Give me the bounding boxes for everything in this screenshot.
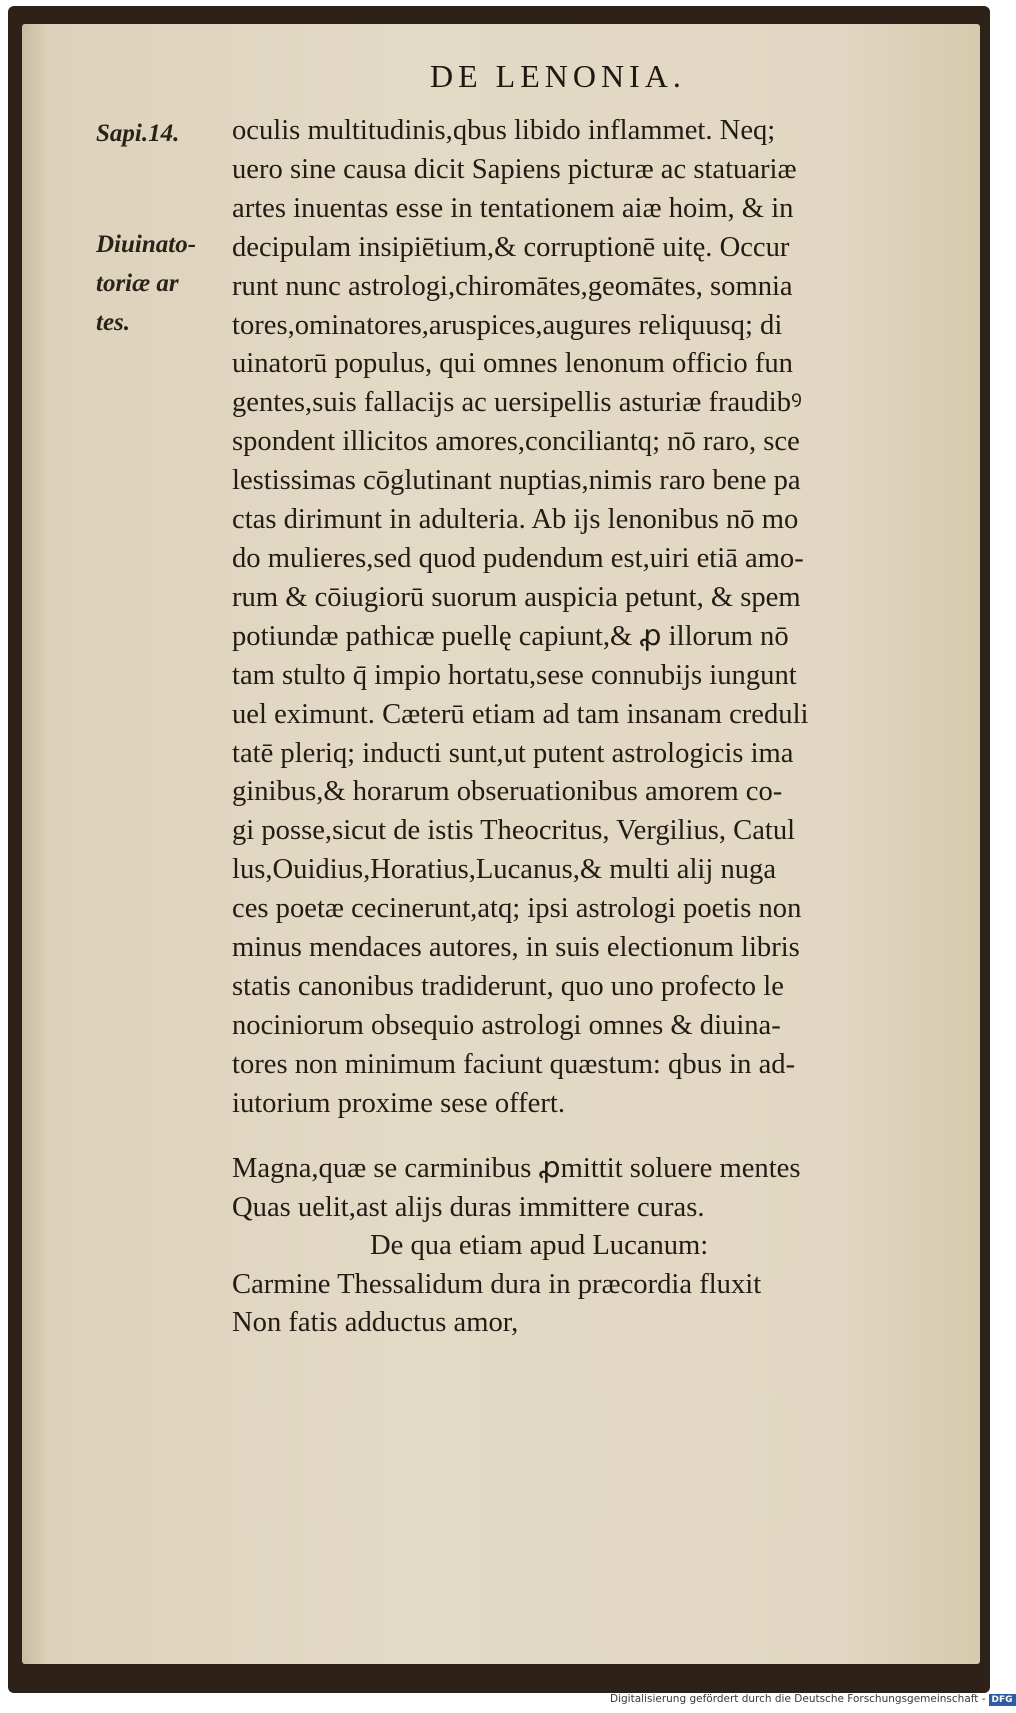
margin-note-sapientia (96, 114, 226, 153)
margin-note-line: Diuinato- (96, 231, 197, 258)
text-line: oculis multitudinis,qbus libido inflammet. Neq; (232, 115, 776, 146)
verse-quotation (232, 1150, 801, 1343)
verse-line: Carmine Thessalidum dura in præcordia fluxit (232, 1268, 762, 1300)
text-line: ces poetæ cecinerunt,atq; ipsi astrologi poetis non (232, 893, 802, 925)
text-line: tam stulto q̄ impio hortatu,sese connubijs iungunt (232, 659, 797, 691)
text-line: potiundæ pathicæ puellę capiunt,& ꝓ illorum nō (232, 620, 789, 652)
text-line: lus,Ouidius,Horatius,Lucanus,& multi alij nuga (232, 854, 777, 886)
verse-line: Quas uelit,ast alijs duras immittere curas. (232, 1191, 705, 1223)
text-line: tores,ominatores,aruspices,augures reliquusq; di (232, 309, 783, 341)
text-line: gentes,suis fallacijs ac uersipellis asturiæ fraudibꝰ (232, 387, 802, 419)
text-line: rum & cōiugiorū suorum auspicia petunt, & spem (232, 581, 801, 613)
margin-note-line: toriæ ar (96, 270, 179, 297)
body-text (232, 112, 962, 1124)
text-line: artes inuentas esse in tentationem aiæ hoim, & in (232, 192, 794, 224)
margin-note-line: tes. (96, 309, 131, 336)
text-line: ginibus,& horarum obseruationibus amorem co- (232, 776, 783, 808)
running-head: DE LENONIA. (430, 58, 686, 94)
dfg-logo: DFG (989, 1694, 1016, 1706)
text-line: uinatorū populus, qui omnes lenonum officio fun (232, 348, 793, 380)
text-line: decipulam insipiētium,& corruptionē uitę. Occur (232, 231, 790, 263)
text-line: nociniorum obsequio astrologi omnes & diuina- (232, 1009, 781, 1041)
text-line: do mulieres,sed quod pudendum est,uiri etiā amo- (232, 542, 804, 574)
margin-note-divinatoriae (96, 225, 226, 342)
text-line: iutorium proxime sese offert. (232, 1087, 565, 1119)
text-line: statis canonibus tradiderunt, quo uno profecto le (232, 970, 784, 1002)
text-line: tores non minimum faciunt quæstum: qbus in ad- (232, 1048, 796, 1080)
text-line: ctas dirimunt in adulteria. Ab ijs lenonibus nō mo (232, 504, 799, 536)
text-line: spondent illicitos amores,conciliantq; nō raro, sce (232, 426, 800, 458)
text-line: lestissimas cōglutinant nuptias,nimis raro bene pa (232, 465, 801, 497)
verse-line: Non fatis adductus amor, (232, 1307, 519, 1338)
text-line: uero sine causa dicit Sapiens picturæ ac statuariæ (232, 153, 797, 185)
margin-note-line: Sapi.14. (96, 120, 180, 147)
text-line: uel eximunt. Cæterū etiam ad tam insanam creduli (232, 698, 809, 730)
credit-text: Digitalisierung gefördert durch die Deutsche Forschungsgemeinschaft - (610, 1693, 986, 1705)
text-line: minus mendaces autores, in suis electionum libris (232, 932, 800, 964)
text-line: tatē pleriq; inducti sunt,ut putent astrologicis ima (232, 737, 794, 769)
verse-line: Magna,quæ se carminibus ꝓmittit soluere mentes (232, 1153, 801, 1184)
verse-intro-line: De qua etiam apud Lucanum: (370, 1230, 709, 1261)
digitization-credit (610, 1693, 1013, 1706)
text-line: runt nunc astrologi,chiromātes,geomātes, somnia (232, 270, 793, 302)
text-line: gi posse,sicut de istis Theocritus, Vergilius, Catul (232, 815, 796, 847)
